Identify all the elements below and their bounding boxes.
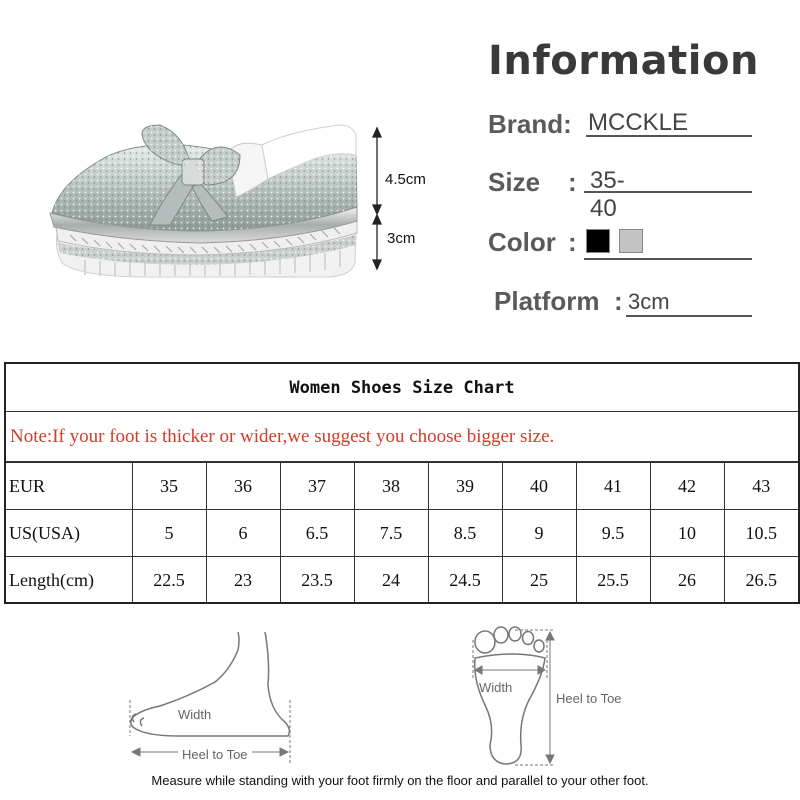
size-row-label: Length(cm) — [6, 557, 132, 604]
size-cell: 40 — [502, 463, 576, 510]
information-title: Information — [488, 38, 759, 84]
color-label: Color — [488, 227, 556, 257]
sparkle-loafer-illustration — [0, 95, 470, 315]
color-swatch-grey[interactable] — [619, 229, 643, 253]
size-label: Size — [488, 167, 541, 197]
size-cell: 24 — [354, 557, 428, 604]
size-separator: : — [568, 167, 577, 197]
size-row — [6, 463, 798, 510]
size-cell: 23 — [206, 557, 280, 604]
size-row-label: EUR — [6, 463, 132, 510]
platform-separator: : — [614, 286, 623, 316]
size-cell: 10 — [650, 510, 724, 557]
platform-height-label: 3cm — [387, 230, 416, 247]
size-cell: 26 — [650, 557, 724, 604]
size-cell: 43 — [724, 463, 798, 510]
size-cell: 24.5 — [428, 557, 502, 604]
brand-label: Brand: — [488, 109, 572, 139]
color-separator: : — [568, 227, 577, 257]
size-cell: 6 — [206, 510, 280, 557]
color-swatch-black[interactable] — [586, 229, 610, 253]
color-row — [488, 227, 577, 258]
side-width-label: Width — [178, 707, 212, 722]
size-cell: 10.5 — [724, 510, 798, 557]
size-cell: 37 — [280, 463, 354, 510]
size-cell: 25.5 — [576, 557, 650, 604]
size-cell: 41 — [576, 463, 650, 510]
platform-label: Platform — [494, 286, 600, 316]
size-cell: 8.5 — [428, 510, 502, 557]
size-chart-note: Note:If your foot is thicker or wider,we suggest you choose bigger size. — [6, 412, 798, 462]
size-cell: 22.5 — [132, 557, 206, 604]
platform-row — [494, 286, 670, 317]
size-cell: 35 — [132, 463, 206, 510]
size-cell: 5 — [132, 510, 206, 557]
size-cell: 23.5 — [280, 557, 354, 604]
foot-sole-diagram — [455, 620, 655, 770]
size-cell: 42 — [650, 463, 724, 510]
size-row-label: US(USA) — [6, 510, 132, 557]
size-cell: 9.5 — [576, 510, 650, 557]
platform-value: 3cm — [628, 289, 670, 314]
size-cell: 6.5 — [280, 510, 354, 557]
size-chart — [4, 362, 800, 604]
size-underline — [584, 191, 752, 193]
measurement-instruction: Measure while standing with your foot firmly on the floor and parallel to your other foot. — [151, 773, 649, 788]
size-cell: 9 — [502, 510, 576, 557]
sole-width-label: Width — [479, 680, 513, 695]
size-cell: 26.5 — [724, 557, 798, 604]
color-underline — [584, 258, 752, 260]
side-heel-to-toe-label: Heel to Toe — [178, 747, 252, 762]
foot-sole-outline — [455, 620, 655, 770]
foot-side-outline — [120, 630, 310, 765]
size-row — [6, 557, 798, 604]
brand-underline — [586, 135, 752, 137]
platform-underline — [626, 315, 752, 317]
size-cell: 7.5 — [354, 510, 428, 557]
size-value: 35-40 — [590, 167, 625, 222]
size-cell: 25 — [502, 557, 576, 604]
size-chart-title: Women Shoes Size Chart — [6, 364, 798, 412]
size-cell: 36 — [206, 463, 280, 510]
size-cell: 39 — [428, 463, 502, 510]
size-row — [6, 510, 798, 557]
foot-side-diagram — [120, 630, 310, 765]
upper-height-label: 4.5cm — [385, 171, 426, 188]
size-row — [488, 167, 625, 222]
size-cell: 38 — [354, 463, 428, 510]
size-table — [6, 462, 798, 603]
brand-value: MCCKLE — [588, 109, 689, 136]
product-image — [0, 95, 470, 315]
product-information-panel — [488, 38, 788, 328]
brand-row — [488, 109, 689, 140]
sole-heel-to-toe-label: Heel to Toe — [556, 691, 622, 706]
